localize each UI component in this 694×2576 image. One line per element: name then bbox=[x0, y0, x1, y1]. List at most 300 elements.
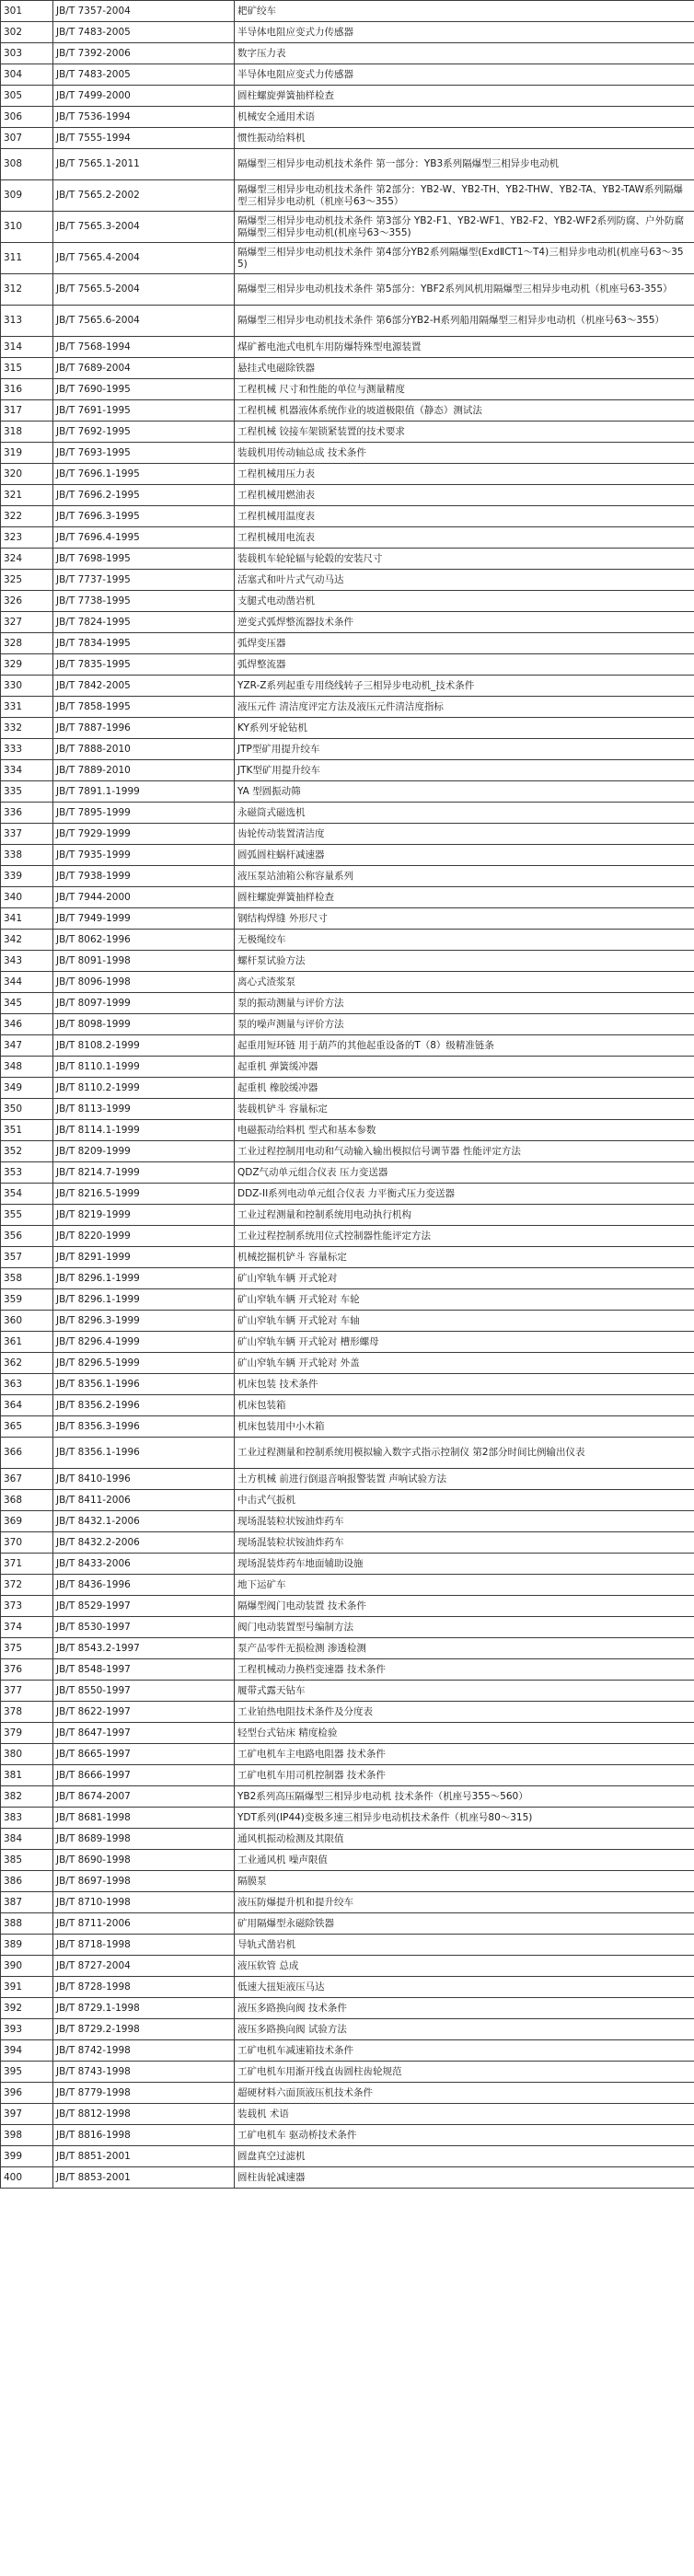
row-number-cell: 314 bbox=[1, 337, 53, 358]
table-row bbox=[1, 1977, 694, 1998]
row-number-cell: 394 bbox=[1, 2040, 53, 2062]
standard-code-cell: JB/T 8742-1998 bbox=[53, 2040, 235, 2062]
standard-code-cell: JB/T 8622-1997 bbox=[53, 1702, 235, 1723]
standard-name-cell: 工程机械 铰接车架锁紧装置的技术要求 bbox=[235, 422, 694, 443]
standard-name-cell: 超硬材料六面顶液压机技术条件 bbox=[235, 2083, 694, 2104]
standard-code-cell: JB/T 7565.2-2002 bbox=[53, 180, 235, 212]
standard-name-cell: 泵的振动测量与评价方法 bbox=[235, 993, 694, 1014]
standard-name-cell: 半导体电阻应变式力传感器 bbox=[235, 22, 694, 43]
table-row bbox=[1, 951, 694, 972]
standard-code-cell: JB/T 7357-2004 bbox=[53, 1, 235, 22]
standard-name-cell: 圆弧圆柱蜗杆减速器 bbox=[235, 845, 694, 866]
standard-name-cell: 惯性振动给料机 bbox=[235, 128, 694, 149]
standard-name-cell: 泵产品零件无损检测 渗透检测 bbox=[235, 1638, 694, 1659]
standard-name-cell: 弧焊变压器 bbox=[235, 633, 694, 654]
row-number-cell: 324 bbox=[1, 549, 53, 570]
standard-name-cell: 液压多路换向阀 技术条件 bbox=[235, 1998, 694, 2019]
row-number-cell: 364 bbox=[1, 1395, 53, 1416]
standard-name-cell: 工矿电机车 驱动桥技术条件 bbox=[235, 2125, 694, 2146]
table-row bbox=[1, 1490, 694, 1511]
standard-name-cell: 工业铂热电阻技术条件及分度表 bbox=[235, 1702, 694, 1723]
standard-name-cell: 圆柱螺旋弹簧抽样检查 bbox=[235, 887, 694, 908]
standard-code-cell: JB/T 8220-1999 bbox=[53, 1226, 235, 1247]
standard-name-cell: 耙矿绞车 bbox=[235, 1, 694, 22]
standard-code-cell: JB/T 8690-1998 bbox=[53, 1850, 235, 1871]
row-number-cell: 302 bbox=[1, 22, 53, 43]
table-row bbox=[1, 149, 694, 180]
standard-code-cell: JB/T 7696.3-1995 bbox=[53, 506, 235, 527]
table-row bbox=[1, 86, 694, 107]
standard-code-cell: JB/T 7929-1999 bbox=[53, 824, 235, 845]
table-row bbox=[1, 972, 694, 993]
standard-name-cell: 工程机械 尺寸和性能的单位与测量精度 bbox=[235, 379, 694, 400]
standard-code-cell: JB/T 8729.1-1998 bbox=[53, 1998, 235, 2019]
standard-name-cell: 工程机械 机器液体系统作业的坡道极限值（静态）测试法 bbox=[235, 400, 694, 422]
row-number-cell: 343 bbox=[1, 951, 53, 972]
standard-name-cell: 工矿电机车用司机控制器 技术条件 bbox=[235, 1765, 694, 1786]
row-number-cell: 376 bbox=[1, 1659, 53, 1681]
standard-code-cell: JB/T 8710-1998 bbox=[53, 1892, 235, 1913]
standard-name-cell: 工业过程测量和控制系统用电动执行机构 bbox=[235, 1205, 694, 1226]
table-row bbox=[1, 1, 694, 22]
standard-name-cell: 隔爆型三相异步电动机技术条件 第3部分 YB2-F1、YB2-WF1、YB2-F2、YB2-WF2系列防腐、户外防腐隔爆型三相异步电动机(机座号63～355) bbox=[235, 212, 694, 243]
row-number-cell: 340 bbox=[1, 887, 53, 908]
standard-name-cell: 无极绳绞车 bbox=[235, 930, 694, 951]
row-number-cell: 329 bbox=[1, 654, 53, 676]
row-number-cell: 371 bbox=[1, 1554, 53, 1575]
row-number-cell: 317 bbox=[1, 400, 53, 422]
table-row bbox=[1, 1416, 694, 1438]
table-row bbox=[1, 337, 694, 358]
standard-name-cell: 隔爆型阀门电动装置 技术条件 bbox=[235, 1596, 694, 1617]
row-number-cell: 353 bbox=[1, 1162, 53, 1184]
row-number-cell: 304 bbox=[1, 64, 53, 86]
standard-name-cell: 起重机 弹簧缓冲器 bbox=[235, 1057, 694, 1078]
table-row bbox=[1, 930, 694, 951]
table-row bbox=[1, 1511, 694, 1532]
table-row bbox=[1, 1681, 694, 1702]
table-row bbox=[1, 2125, 694, 2146]
standard-code-cell: JB/T 8113-1999 bbox=[53, 1099, 235, 1120]
row-number-cell: 399 bbox=[1, 2146, 53, 2167]
row-number-cell: 301 bbox=[1, 1, 53, 22]
standard-code-cell: JB/T 7938-1999 bbox=[53, 866, 235, 887]
standard-code-cell: JB/T 8665-1997 bbox=[53, 1744, 235, 1765]
standard-code-cell: JB/T 8096-1998 bbox=[53, 972, 235, 993]
standard-name-cell: 齿轮传动装置清洁度 bbox=[235, 824, 694, 845]
standard-code-cell: JB/T 7895-1999 bbox=[53, 803, 235, 824]
standard-code-cell: JB/T 7693-1995 bbox=[53, 443, 235, 464]
standard-code-cell: JB/T 8296.1-1999 bbox=[53, 1268, 235, 1289]
standard-code-cell: JB/T 7696.2-1995 bbox=[53, 485, 235, 506]
row-number-cell: 374 bbox=[1, 1617, 53, 1638]
standard-name-cell: 装载机 术语 bbox=[235, 2104, 694, 2125]
table-row bbox=[1, 1575, 694, 1596]
table-row bbox=[1, 654, 694, 676]
standard-code-cell: JB/T 7565.5-2004 bbox=[53, 274, 235, 306]
table-row bbox=[1, 1035, 694, 1057]
row-number-cell: 313 bbox=[1, 306, 53, 337]
table-row bbox=[1, 1162, 694, 1184]
table-row bbox=[1, 739, 694, 760]
row-number-cell: 349 bbox=[1, 1078, 53, 1099]
table-row bbox=[1, 2062, 694, 2083]
table-row bbox=[1, 1247, 694, 1268]
standard-name-cell: 隔爆型三相异步电动机技术条件 第2部分：YB2-W、YB2-TH、YB2-THW、YB2-TA、YB2-TAW系列隔爆型三相异步电动机（机座号63～355） bbox=[235, 180, 694, 212]
standard-name-cell: 矿山窄轨车辆 开式轮对 bbox=[235, 1268, 694, 1289]
standard-code-cell: JB/T 8697-1998 bbox=[53, 1871, 235, 1892]
table-row bbox=[1, 1014, 694, 1035]
row-number-cell: 360 bbox=[1, 1311, 53, 1332]
table-row bbox=[1, 1913, 694, 1935]
standard-code-cell: JB/T 8436-1996 bbox=[53, 1575, 235, 1596]
row-number-cell: 384 bbox=[1, 1829, 53, 1850]
standard-name-cell: 工业过程控制用电动和气动输入输出模拟信号调节器 性能评定方法 bbox=[235, 1141, 694, 1162]
standard-code-cell: JB/T 7737-1995 bbox=[53, 570, 235, 591]
row-number-cell: 342 bbox=[1, 930, 53, 951]
table-row bbox=[1, 1829, 694, 1850]
standard-name-cell: 机床包装箱 bbox=[235, 1395, 694, 1416]
standard-code-cell: JB/T 8108.2-1999 bbox=[53, 1035, 235, 1057]
row-number-cell: 312 bbox=[1, 274, 53, 306]
standard-code-cell: JB/T 7696.4-1995 bbox=[53, 527, 235, 549]
row-number-cell: 347 bbox=[1, 1035, 53, 1057]
row-number-cell: 330 bbox=[1, 676, 53, 697]
row-number-cell: 350 bbox=[1, 1099, 53, 1120]
row-number-cell: 393 bbox=[1, 2019, 53, 2040]
row-number-cell: 351 bbox=[1, 1120, 53, 1141]
standard-name-cell: 起重机 橡胶缓冲器 bbox=[235, 1078, 694, 1099]
standard-code-cell: JB/T 7858-1995 bbox=[53, 697, 235, 718]
standard-name-cell: 弧焊整流器 bbox=[235, 654, 694, 676]
row-number-cell: 333 bbox=[1, 739, 53, 760]
standard-code-cell: JB/T 8816-1998 bbox=[53, 2125, 235, 2146]
row-number-cell: 338 bbox=[1, 845, 53, 866]
row-number-cell: 400 bbox=[1, 2167, 53, 2189]
row-number-cell: 321 bbox=[1, 485, 53, 506]
standard-name-cell: 装载机铲斗 容量标定 bbox=[235, 1099, 694, 1120]
standard-name-cell: 液压多路换向阀 试验方法 bbox=[235, 2019, 694, 2040]
standard-code-cell: JB/T 7887-1996 bbox=[53, 718, 235, 739]
standard-name-cell: JTK型矿用提升绞车 bbox=[235, 760, 694, 781]
standard-name-cell: 机械挖掘机铲斗 容量标定 bbox=[235, 1247, 694, 1268]
standard-name-cell: 通风机振动检测及其限值 bbox=[235, 1829, 694, 1850]
table-row bbox=[1, 612, 694, 633]
standard-name-cell: 装载机车轮轮辐与轮毂的安装尺寸 bbox=[235, 549, 694, 570]
standard-code-cell: JB/T 7738-1995 bbox=[53, 591, 235, 612]
table-row bbox=[1, 464, 694, 485]
row-number-cell: 322 bbox=[1, 506, 53, 527]
table-row bbox=[1, 1438, 694, 1469]
table-row bbox=[1, 1311, 694, 1332]
table-row bbox=[1, 1353, 694, 1374]
row-number-cell: 315 bbox=[1, 358, 53, 379]
standard-name-cell: 矿山窄轨车辆 开式轮对 车轮 bbox=[235, 1289, 694, 1311]
row-number-cell: 326 bbox=[1, 591, 53, 612]
standard-name-cell: 现场混装粒状铵油炸药车 bbox=[235, 1511, 694, 1532]
standard-name-cell: 阀门电动装置型号编制方法 bbox=[235, 1617, 694, 1638]
standard-name-cell: 离心式渣浆泵 bbox=[235, 972, 694, 993]
table-row bbox=[1, 908, 694, 930]
standard-code-cell: JB/T 8091-1998 bbox=[53, 951, 235, 972]
standard-name-cell: 支腿式电动凿岩机 bbox=[235, 591, 694, 612]
standard-name-cell: 半导体电阻应变式力传感器 bbox=[235, 64, 694, 86]
standard-name-cell: QDZ气动单元组合仪表 压力变送器 bbox=[235, 1162, 694, 1184]
table-row bbox=[1, 718, 694, 739]
standard-code-cell: JB/T 8779-1998 bbox=[53, 2083, 235, 2104]
table-row bbox=[1, 1956, 694, 1977]
standard-code-cell: JB/T 7499-2000 bbox=[53, 86, 235, 107]
table-row bbox=[1, 1596, 694, 1617]
standard-code-cell: JB/T 8529-1997 bbox=[53, 1596, 235, 1617]
table-row bbox=[1, 1808, 694, 1829]
standard-name-cell: 液压防爆提升机和提升绞车 bbox=[235, 1892, 694, 1913]
standard-name-cell: 机床包装 技术条件 bbox=[235, 1374, 694, 1395]
table-row bbox=[1, 1659, 694, 1681]
standard-name-cell: 工程机械用温度表 bbox=[235, 506, 694, 527]
row-number-cell: 308 bbox=[1, 149, 53, 180]
standard-name-cell: 工程机械用电流表 bbox=[235, 527, 694, 549]
table-row bbox=[1, 1099, 694, 1120]
row-number-cell: 323 bbox=[1, 527, 53, 549]
standard-name-cell: 数字压力表 bbox=[235, 43, 694, 64]
row-number-cell: 363 bbox=[1, 1374, 53, 1395]
table-row bbox=[1, 845, 694, 866]
standard-code-cell: JB/T 8296.1-1999 bbox=[53, 1289, 235, 1311]
standard-code-cell: JB/T 8062-1996 bbox=[53, 930, 235, 951]
standard-name-cell: YDT系列(IP44)变极多速三相异步电动机技术条件（机座号80～315) bbox=[235, 1808, 694, 1829]
standard-name-cell: 地下运矿车 bbox=[235, 1575, 694, 1596]
row-number-cell: 385 bbox=[1, 1850, 53, 1871]
standard-name-cell: 起重用短环链 用于葫芦的其他起重设备的T（8）级精准链条 bbox=[235, 1035, 694, 1057]
standard-name-cell: 液压元件 清洁度评定方法及液压元件清洁度指标 bbox=[235, 697, 694, 718]
table-row bbox=[1, 274, 694, 306]
table-row bbox=[1, 1892, 694, 1913]
row-number-cell: 365 bbox=[1, 1416, 53, 1438]
standard-name-cell: 工程机械动力换档变速器 技术条件 bbox=[235, 1659, 694, 1681]
row-number-cell: 397 bbox=[1, 2104, 53, 2125]
row-number-cell: 377 bbox=[1, 1681, 53, 1702]
table-row bbox=[1, 107, 694, 128]
table-row bbox=[1, 2083, 694, 2104]
row-number-cell: 356 bbox=[1, 1226, 53, 1247]
standard-code-cell: JB/T 8812-1998 bbox=[53, 2104, 235, 2125]
standard-name-cell: 中击式气扳机 bbox=[235, 1490, 694, 1511]
row-number-cell: 311 bbox=[1, 243, 53, 274]
row-number-cell: 318 bbox=[1, 422, 53, 443]
standard-name-cell: 圆柱齿轮减速器 bbox=[235, 2167, 694, 2189]
row-number-cell: 366 bbox=[1, 1438, 53, 1469]
table-row bbox=[1, 1617, 694, 1638]
standard-code-cell: JB/T 8209-1999 bbox=[53, 1141, 235, 1162]
standard-code-cell: JB/T 8674-2007 bbox=[53, 1786, 235, 1808]
row-number-cell: 368 bbox=[1, 1490, 53, 1511]
table-row bbox=[1, 2019, 694, 2040]
row-number-cell: 348 bbox=[1, 1057, 53, 1078]
standard-name-cell: 逆变式弧焊整流器技术条件 bbox=[235, 612, 694, 633]
standard-code-cell: JB/T 7555-1994 bbox=[53, 128, 235, 149]
table-row bbox=[1, 570, 694, 591]
standard-code-cell: JB/T 7696.1-1995 bbox=[53, 464, 235, 485]
standard-code-cell: JB/T 8851-2001 bbox=[53, 2146, 235, 2167]
standard-name-cell: 工矿电机车减速箱技术条件 bbox=[235, 2040, 694, 2062]
standard-name-cell: YB2系列高压隔爆型三相异步电动机 技术条件（机座号355～560） bbox=[235, 1786, 694, 1808]
table-row bbox=[1, 781, 694, 803]
row-number-cell: 352 bbox=[1, 1141, 53, 1162]
standard-code-cell: JB/T 8711-2006 bbox=[53, 1913, 235, 1935]
standard-name-cell: 工矿电机车用渐开线直齿圆柱齿轮规范 bbox=[235, 2062, 694, 2083]
row-number-cell: 320 bbox=[1, 464, 53, 485]
standard-code-cell: JB/T 7698-1995 bbox=[53, 549, 235, 570]
row-number-cell: 327 bbox=[1, 612, 53, 633]
row-number-cell: 390 bbox=[1, 1956, 53, 1977]
row-number-cell: 341 bbox=[1, 908, 53, 930]
standard-name-cell: 圆盘真空过滤机 bbox=[235, 2146, 694, 2167]
table-row bbox=[1, 2167, 694, 2189]
standard-code-cell: JB/T 8432.1-2006 bbox=[53, 1511, 235, 1532]
row-number-cell: 303 bbox=[1, 43, 53, 64]
row-number-cell: 357 bbox=[1, 1247, 53, 1268]
standard-code-cell: JB/T 8743-1998 bbox=[53, 2062, 235, 2083]
standard-code-cell: JB/T 7565.4-2004 bbox=[53, 243, 235, 274]
table-row bbox=[1, 306, 694, 337]
standard-code-cell: JB/T 7692-1995 bbox=[53, 422, 235, 443]
standard-code-cell: JB/T 8433-2006 bbox=[53, 1554, 235, 1575]
row-number-cell: 325 bbox=[1, 570, 53, 591]
row-number-cell: 372 bbox=[1, 1575, 53, 1596]
table-row bbox=[1, 527, 694, 549]
row-number-cell: 369 bbox=[1, 1511, 53, 1532]
table-row bbox=[1, 591, 694, 612]
table-row bbox=[1, 1078, 694, 1099]
row-number-cell: 336 bbox=[1, 803, 53, 824]
table-row bbox=[1, 422, 694, 443]
table-row bbox=[1, 1141, 694, 1162]
row-number-cell: 383 bbox=[1, 1808, 53, 1829]
table-row bbox=[1, 2040, 694, 2062]
standard-name-cell: 现场混装粒状铵油炸药车 bbox=[235, 1532, 694, 1554]
table-row bbox=[1, 1226, 694, 1247]
table-row bbox=[1, 2104, 694, 2125]
standard-code-cell: JB/T 7565.1-2011 bbox=[53, 149, 235, 180]
table-row bbox=[1, 1702, 694, 1723]
standard-code-cell: JB/T 7949-1999 bbox=[53, 908, 235, 930]
standard-code-cell: JB/T 8543.2-1997 bbox=[53, 1638, 235, 1659]
table-row bbox=[1, 1786, 694, 1808]
standard-code-cell: JB/T 7392-2006 bbox=[53, 43, 235, 64]
standard-name-cell: 矿山窄轨车辆 开式轮对 车轴 bbox=[235, 1311, 694, 1332]
standard-name-cell: 钢结构焊缝 外形尺寸 bbox=[235, 908, 694, 930]
standard-code-cell: JB/T 7565.3-2004 bbox=[53, 212, 235, 243]
standard-code-cell: JB/T 7888-2010 bbox=[53, 739, 235, 760]
standard-code-cell: JB/T 8411-2006 bbox=[53, 1490, 235, 1511]
standard-name-cell: 土方机械 前进行倒退音响报警装置 声响试验方法 bbox=[235, 1469, 694, 1490]
row-number-cell: 331 bbox=[1, 697, 53, 718]
row-number-cell: 391 bbox=[1, 1977, 53, 1998]
standard-name-cell: 轻型台式钻床 精度检验 bbox=[235, 1723, 694, 1744]
table-row bbox=[1, 697, 694, 718]
row-number-cell: 316 bbox=[1, 379, 53, 400]
standard-code-cell: JB/T 7568-1994 bbox=[53, 337, 235, 358]
standard-name-cell: 工程机械用压力表 bbox=[235, 464, 694, 485]
standard-name-cell: 圆柱螺旋弹簧抽样检查 bbox=[235, 86, 694, 107]
standard-code-cell: JB/T 8681-1998 bbox=[53, 1808, 235, 1829]
table-row bbox=[1, 1554, 694, 1575]
standard-code-cell: JB/T 8296.4-1999 bbox=[53, 1332, 235, 1353]
standard-name-cell: 液压泵站油箱公称容量系列 bbox=[235, 866, 694, 887]
standard-code-cell: JB/T 8214.7-1999 bbox=[53, 1162, 235, 1184]
table-row bbox=[1, 1057, 694, 1078]
table-row bbox=[1, 1723, 694, 1744]
standard-code-cell: JB/T 8216.5-1999 bbox=[53, 1184, 235, 1205]
table-row bbox=[1, 993, 694, 1014]
table-row bbox=[1, 1998, 694, 2019]
standard-name-cell: 履带式露天钻车 bbox=[235, 1681, 694, 1702]
table-row bbox=[1, 1638, 694, 1659]
standard-name-cell: 机床包装用中小木箱 bbox=[235, 1416, 694, 1438]
row-number-cell: 387 bbox=[1, 1892, 53, 1913]
table-row bbox=[1, 443, 694, 464]
standard-code-cell: JB/T 8356.1-1996 bbox=[53, 1374, 235, 1395]
standard-name-cell: JTP型矿用提升绞车 bbox=[235, 739, 694, 760]
row-number-cell: 355 bbox=[1, 1205, 53, 1226]
table-row bbox=[1, 549, 694, 570]
standard-code-cell: JB/T 8410-1996 bbox=[53, 1469, 235, 1490]
standard-code-cell: JB/T 8432.2-2006 bbox=[53, 1532, 235, 1554]
row-number-cell: 307 bbox=[1, 128, 53, 149]
standard-name-cell: 矿山窄轨车辆 开式轮对 外盖 bbox=[235, 1353, 694, 1374]
standard-code-cell: JB/T 8110.2-1999 bbox=[53, 1078, 235, 1099]
table-row bbox=[1, 128, 694, 149]
table-row bbox=[1, 1395, 694, 1416]
standard-code-cell: JB/T 8727-2004 bbox=[53, 1956, 235, 1977]
row-number-cell: 382 bbox=[1, 1786, 53, 1808]
standard-code-cell: JB/T 7824-1995 bbox=[53, 612, 235, 633]
standard-code-cell: JB/T 8853-2001 bbox=[53, 2167, 235, 2189]
standard-name-cell: 液压软管 总成 bbox=[235, 1956, 694, 1977]
row-number-cell: 375 bbox=[1, 1638, 53, 1659]
standard-code-cell: JB/T 8666-1997 bbox=[53, 1765, 235, 1786]
standards-table-body bbox=[1, 1, 694, 2189]
table-row bbox=[1, 1871, 694, 1892]
standard-code-cell: JB/T 8296.3-1999 bbox=[53, 1311, 235, 1332]
table-row bbox=[1, 1332, 694, 1353]
row-number-cell: 381 bbox=[1, 1765, 53, 1786]
standard-name-cell: 电磁振动给料机 型式和基本参数 bbox=[235, 1120, 694, 1141]
table-row bbox=[1, 803, 694, 824]
standard-name-cell: YZR-Z系列起重专用绕线转子三相异步电动机_技术条件 bbox=[235, 676, 694, 697]
row-number-cell: 395 bbox=[1, 2062, 53, 2083]
row-number-cell: 306 bbox=[1, 107, 53, 128]
table-row bbox=[1, 824, 694, 845]
standard-name-cell: YA 型圆振动筛 bbox=[235, 781, 694, 803]
standard-code-cell: JB/T 8729.2-1998 bbox=[53, 2019, 235, 2040]
standard-code-cell: JB/T 8356.3-1996 bbox=[53, 1416, 235, 1438]
row-number-cell: 310 bbox=[1, 212, 53, 243]
standard-code-cell: JB/T 8550-1997 bbox=[53, 1681, 235, 1702]
standard-name-cell: 工业通风机 噪声限值 bbox=[235, 1850, 694, 1871]
row-number-cell: 378 bbox=[1, 1702, 53, 1723]
table-row bbox=[1, 633, 694, 654]
standard-name-cell: 工业过程测量和控制系统用模拟输入数字式指示控制仪 第2部分时间比例输出仪表 bbox=[235, 1438, 694, 1469]
table-row bbox=[1, 64, 694, 86]
row-number-cell: 396 bbox=[1, 2083, 53, 2104]
standard-name-cell: 低速大扭矩液压马达 bbox=[235, 1977, 694, 1998]
standard-code-cell: JB/T 7842-2005 bbox=[53, 676, 235, 697]
row-number-cell: 354 bbox=[1, 1184, 53, 1205]
table-row bbox=[1, 400, 694, 422]
row-number-cell: 389 bbox=[1, 1935, 53, 1956]
